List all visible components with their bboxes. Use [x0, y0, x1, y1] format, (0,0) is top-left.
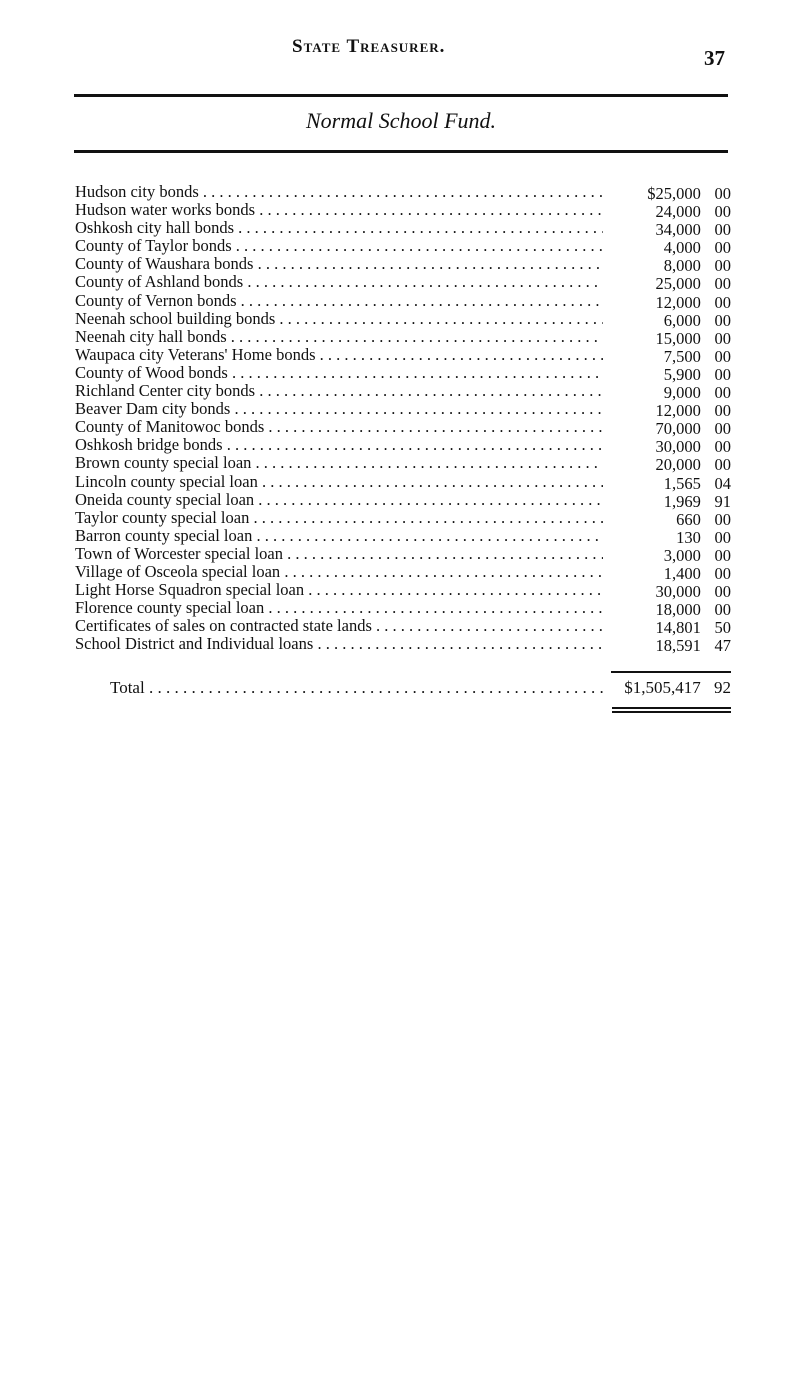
entry-label: Village of Osceola special loan . . .	[75, 563, 603, 581]
ledger-row	[75, 273, 731, 294]
entry-cents: 00	[714, 328, 731, 348]
entry-label: Town of Worcester special loan . . .	[75, 545, 603, 563]
ledger-row	[75, 527, 731, 545]
entry-label: Hudson water works bonds . . .	[75, 201, 603, 219]
entry-cents: 00	[714, 437, 731, 457]
running-head	[0, 30, 802, 70]
entry-cents: 00	[714, 582, 731, 602]
ledger-row	[75, 346, 731, 364]
entry-label: Waupaca city Veterans' Home bonds . . .	[75, 346, 603, 364]
top-rule	[74, 94, 728, 97]
entry-dollars: 15,000	[655, 328, 701, 348]
entry-cents: 00	[714, 202, 731, 222]
entry-dollars: 8,000	[663, 256, 701, 276]
entry-cents: 00	[714, 545, 731, 565]
entry-label: County of Manitowoc bonds . . .	[75, 418, 603, 436]
entry-dollars: 12,000	[655, 401, 701, 421]
entry-label: Lincoln county special loan . . .	[75, 473, 603, 491]
entry-label: Brown county special loan . . .	[75, 454, 603, 472]
entry-label: County of Wood bonds . . .	[75, 364, 603, 382]
ledger-row	[75, 509, 731, 527]
entry-dollars: 18,000	[655, 600, 701, 620]
entry-dollars: 3,000	[663, 545, 701, 565]
ledger-row	[75, 436, 731, 457]
ledger-row	[75, 473, 731, 491]
entry-label: County of Ashland bonds . . .	[75, 273, 603, 291]
ledger-row	[75, 400, 731, 421]
entry-cents: 00	[714, 509, 731, 529]
ledger-row	[75, 491, 731, 509]
entry-amount	[611, 637, 731, 655]
entry-dollars: 6,000	[663, 310, 701, 330]
ledger-row	[75, 219, 731, 240]
entry-cents: 00	[714, 401, 731, 421]
entry-dollars: 12,000	[655, 292, 701, 312]
ledger-row	[75, 617, 731, 638]
entry-dollars: 24,000	[655, 202, 701, 222]
entry-dollars: 20,000	[655, 455, 701, 475]
entry-dollars: 70,000	[655, 419, 701, 439]
ledger-row	[75, 454, 731, 475]
ledger-row	[75, 545, 731, 563]
entry-cents: 00	[714, 310, 731, 330]
entry-cents: 50	[714, 618, 731, 638]
entry-cents: 00	[714, 220, 731, 240]
entry-dollars: 25,000	[655, 274, 701, 294]
entry-cents: 91	[714, 491, 731, 511]
sum-rule	[611, 671, 731, 673]
entry-label: Oshkosh bridge bonds . . .	[75, 436, 603, 454]
entry-label: Florence county special loan . . .	[75, 599, 603, 617]
ledger-row	[75, 255, 731, 276]
entry-cents: 00	[714, 274, 731, 294]
entry-dollars: 7,500	[663, 346, 701, 366]
entry-dollars: 34,000	[655, 220, 701, 240]
total-dollars: $1,505,417	[624, 678, 701, 697]
entry-label: Oneida county special loan . . .	[75, 491, 603, 509]
ledger-table	[75, 183, 731, 656]
entry-cents: 00	[714, 364, 731, 384]
total-cents: 92	[714, 678, 731, 697]
ledger-row	[75, 635, 731, 656]
entry-dollars: 1,400	[663, 563, 701, 583]
entry-cents: 00	[714, 527, 731, 547]
ledger-row	[75, 237, 731, 258]
entry-label: Taylor county special loan . . .	[75, 509, 603, 527]
entry-cents: 00	[714, 184, 731, 203]
entry-dollars: 130	[676, 527, 701, 547]
section-title: Normal School Fund.	[305, 108, 497, 133]
entry-label: County of Vernon bonds . . .	[75, 292, 603, 310]
entry-dollars: 30,000	[655, 437, 701, 457]
running-title: State Treasurer.	[292, 36, 446, 57]
entry-label: Oshkosh city hall bonds . . .	[75, 219, 603, 237]
entry-label: County of Taylor bonds . . .	[75, 237, 603, 255]
entry-cents: 00	[714, 455, 731, 475]
entry-dollars: 18,591	[655, 636, 701, 656]
double-rule-upper	[612, 707, 731, 709]
entry-cents: 00	[714, 292, 731, 312]
ledger-row	[75, 183, 731, 201]
entry-label: Beaver Dam city bonds . . .	[75, 400, 603, 418]
entry-dollars: $25,000	[647, 184, 701, 203]
entry-label: Light Horse Squadron special loan . . .	[75, 581, 603, 599]
entry-cents: 00	[714, 238, 731, 258]
ledger-row	[75, 581, 731, 602]
entry-dollars: 1,565	[663, 473, 701, 493]
ledger-row	[75, 292, 731, 310]
entry-cents: 04	[714, 473, 731, 493]
entry-cents: 00	[714, 600, 731, 620]
entry-dollars: 4,000	[663, 238, 701, 258]
double-rule-lower	[612, 711, 731, 713]
total-label: Total . . .	[110, 678, 603, 698]
entry-label: Richland Center city bonds . . .	[75, 382, 603, 400]
ledger-row	[75, 563, 731, 581]
entry-label: Hudson city bonds . . .	[75, 183, 603, 201]
total-row	[110, 678, 731, 698]
entry-dollars: 9,000	[663, 383, 701, 403]
ledger-row	[75, 328, 731, 346]
entry-label: County of Waushara bonds . . .	[75, 255, 603, 273]
entry-cents: 00	[714, 563, 731, 583]
entry-dollars: 30,000	[655, 582, 701, 602]
entry-label: Neenah school building bonds . . .	[75, 310, 603, 328]
ledger-row	[75, 310, 731, 328]
ledger-row	[75, 201, 731, 222]
entry-cents: 47	[714, 636, 731, 656]
total-amount	[603, 678, 731, 698]
entry-cents: 00	[714, 346, 731, 366]
entry-cents: 00	[714, 419, 731, 439]
entry-dollars: 14,801	[655, 618, 701, 638]
entry-dollars: 5,900	[663, 364, 701, 384]
bottom-rule	[74, 150, 728, 153]
entry-label: Neenah city hall bonds . . .	[75, 328, 603, 346]
ledger-row	[75, 599, 731, 620]
ledger-row	[75, 382, 731, 403]
entry-label: Barron county special loan . . .	[75, 527, 603, 545]
ledger-row	[75, 418, 731, 439]
ledger-row	[75, 364, 731, 382]
entry-label: Certificates of sales on contracted state lands . . .	[75, 617, 603, 635]
entry-label: School District and Individual loans . . .	[75, 635, 603, 653]
entry-cents: 00	[714, 256, 731, 276]
page-number: 37	[704, 46, 725, 70]
entry-dollars: 660	[676, 509, 701, 529]
entry-cents: 00	[714, 383, 731, 403]
entry-dollars: 1,969	[663, 491, 701, 511]
